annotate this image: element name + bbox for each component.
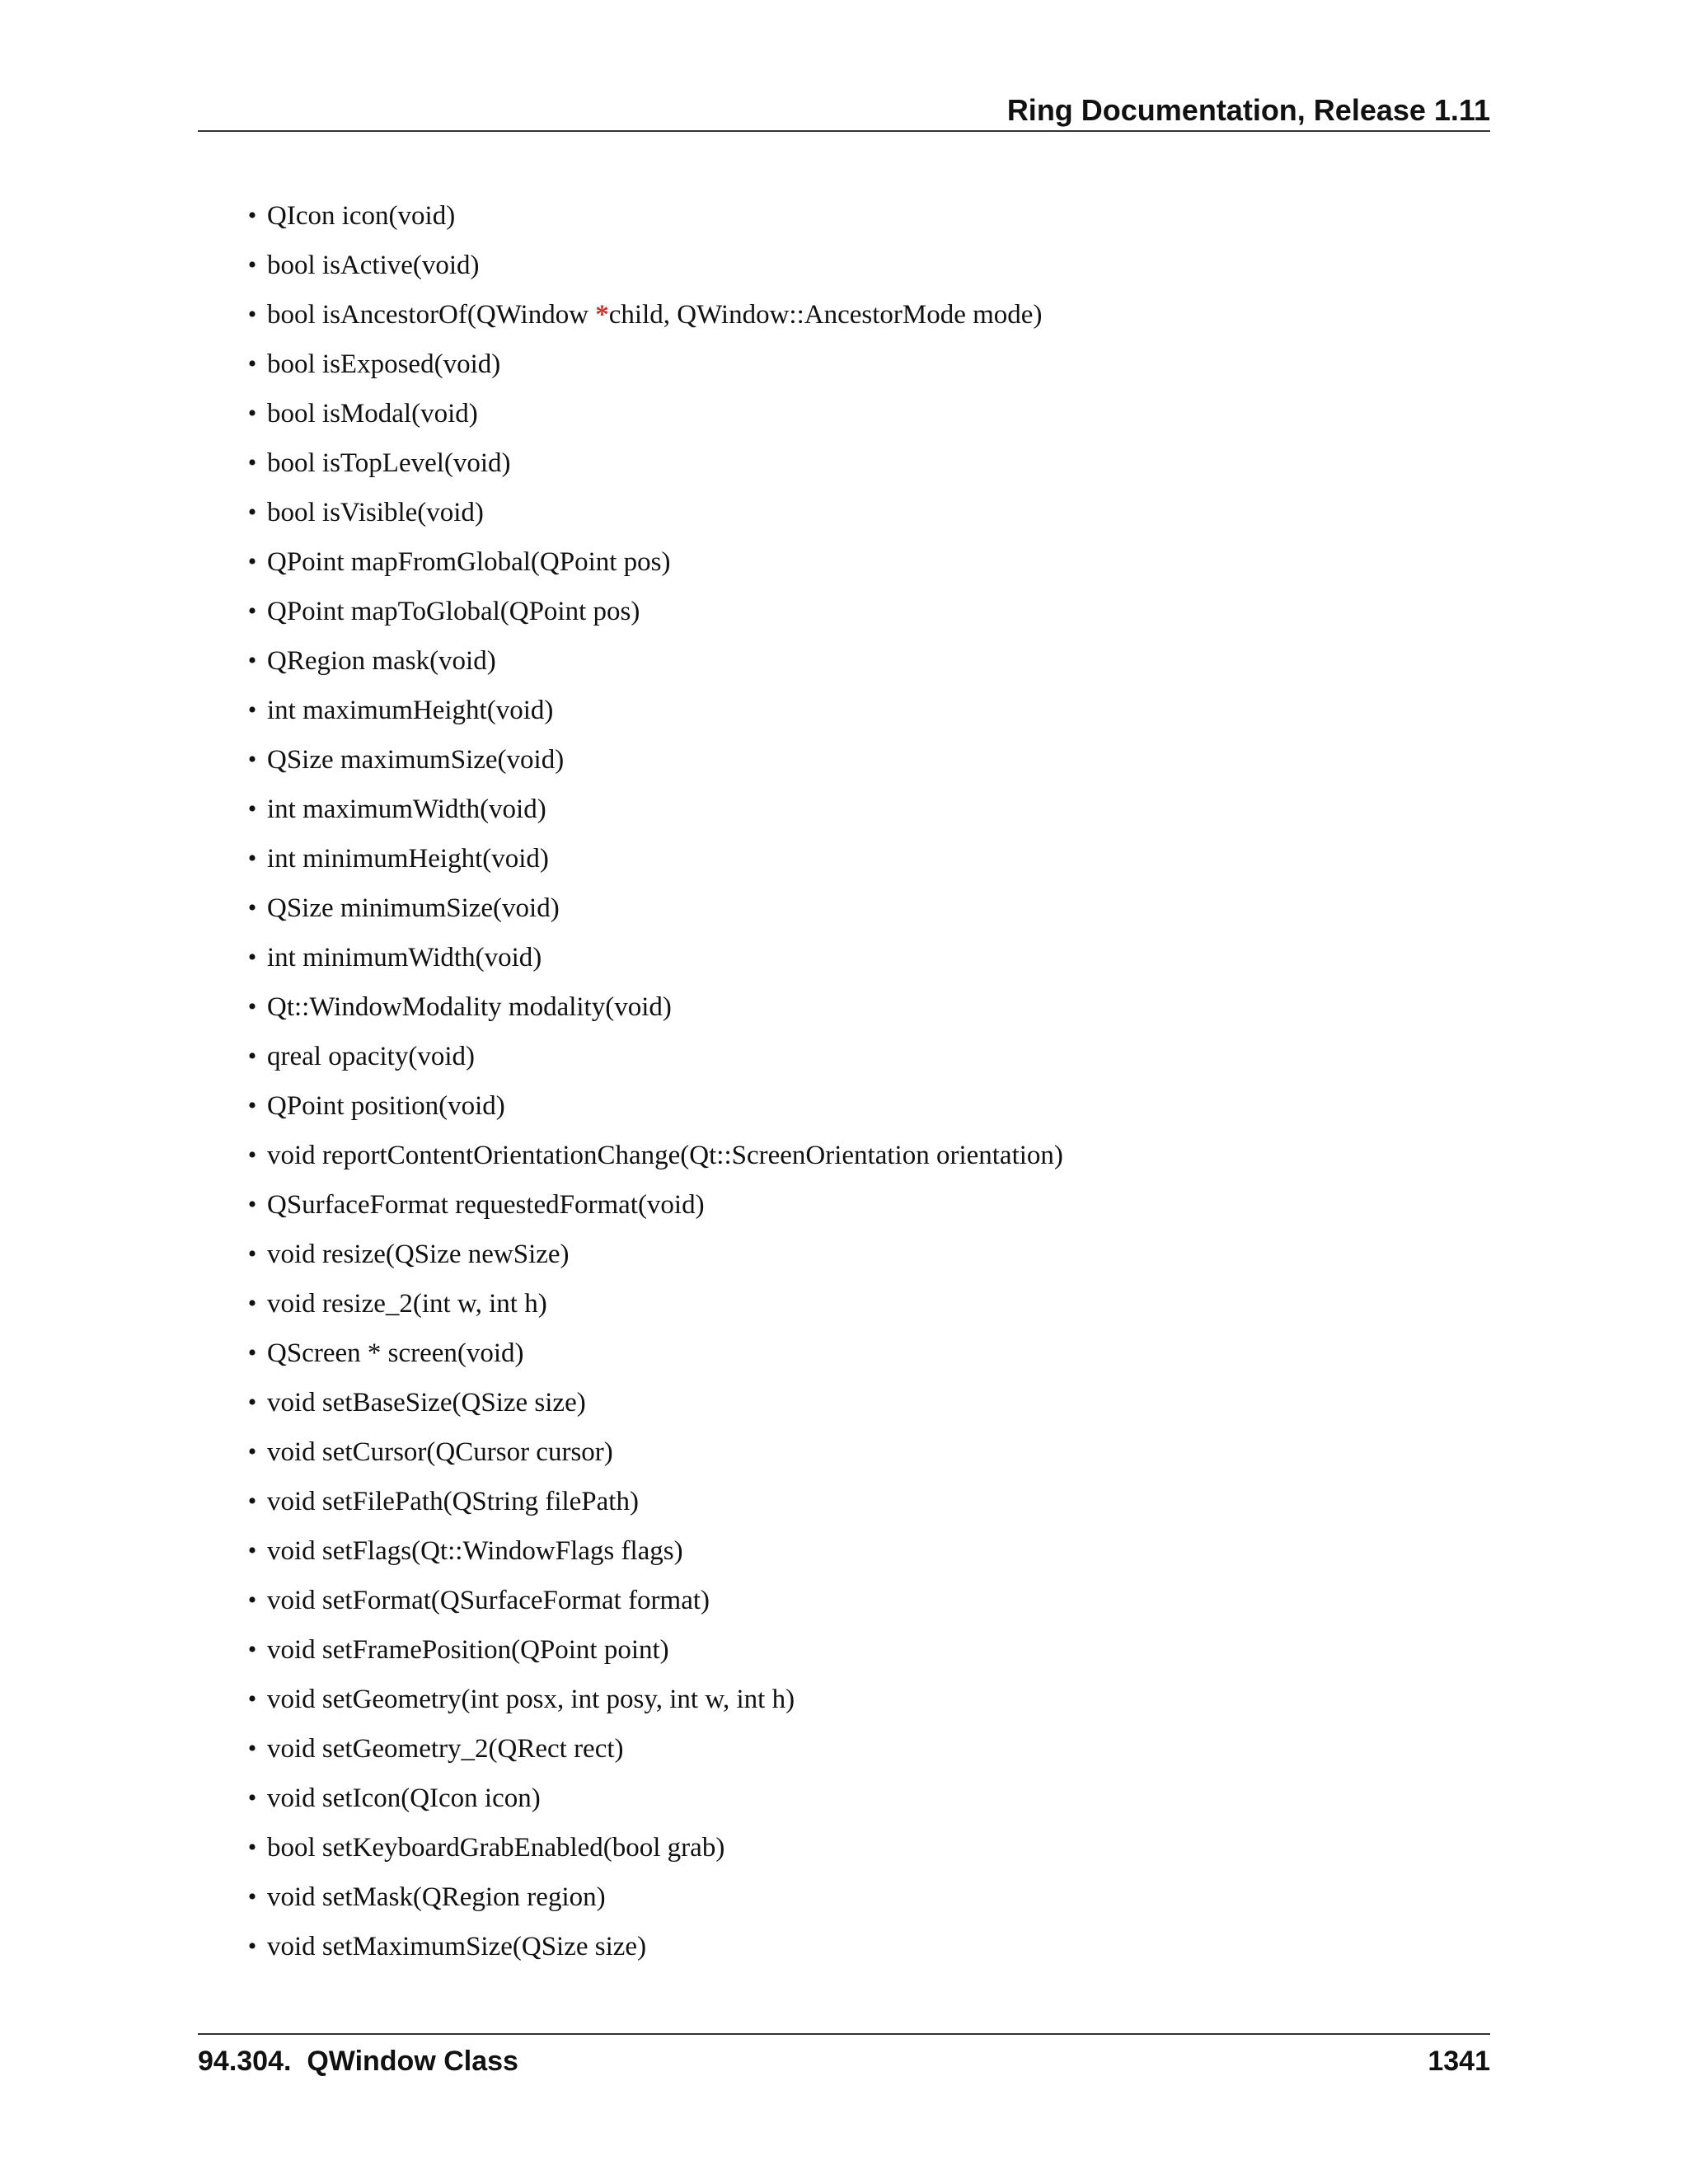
bullet-icon: •	[247, 1784, 257, 1811]
bullet-icon: •	[247, 548, 257, 575]
bullet-icon: •	[247, 350, 257, 377]
method-signature: bool setKeyboardGrabEnabled(bool grab)	[267, 1833, 725, 1863]
list-item	[198, 834, 1490, 883]
list-item	[198, 1675, 1490, 1724]
bullet-icon: •	[247, 1290, 257, 1317]
bullet-icon: •	[247, 1438, 257, 1465]
bullet-icon: •	[247, 1389, 257, 1416]
header-title: Ring Documentation, Release 1.11	[1006, 93, 1490, 127]
bullet-icon: •	[247, 1141, 257, 1169]
list-item	[198, 290, 1490, 340]
bullet-icon: •	[247, 1488, 257, 1515]
method-signature: QRegion mask(void)	[267, 646, 496, 676]
method-signature: int minimumWidth(void)	[267, 943, 542, 972]
list-item	[198, 982, 1490, 1032]
method-signature: void setMaximumSize(QSize size)	[267, 1932, 647, 1961]
list-item	[198, 587, 1490, 636]
method-signature: int minimumHeight(void)	[267, 844, 549, 874]
bullet-icon: •	[247, 696, 257, 724]
list-item	[198, 340, 1490, 389]
bullet-icon: •	[247, 1240, 257, 1268]
method-signature: void setFramePosition(QPoint point)	[267, 1635, 669, 1665]
bullet-icon: •	[247, 795, 257, 823]
method-signature: QScreen * screen(void)	[267, 1338, 524, 1368]
list-item	[198, 241, 1490, 290]
method-signature: bool isExposed(void)	[267, 349, 501, 379]
bullet-icon: •	[247, 993, 257, 1020]
list-item	[198, 735, 1490, 785]
list-item	[198, 636, 1490, 686]
list-item	[198, 1576, 1490, 1625]
method-signature: bool isTopLevel(void)	[267, 448, 511, 478]
bullet-icon: •	[247, 202, 257, 229]
method-list	[198, 191, 1490, 1971]
list-item	[198, 1774, 1490, 1823]
list-item	[198, 537, 1490, 587]
list-item	[198, 1180, 1490, 1230]
list-item	[198, 1131, 1490, 1180]
bullet-icon: •	[247, 1092, 257, 1119]
list-item	[198, 686, 1490, 735]
method-signature: QPoint mapToGlobal(QPoint pos)	[267, 597, 640, 626]
bullet-icon: •	[247, 1537, 257, 1564]
method-signature: bool isModal(void)	[267, 399, 478, 429]
bullet-icon: •	[247, 1043, 257, 1070]
bullet-icon: •	[247, 1883, 257, 1910]
bullet-icon: •	[247, 499, 257, 526]
method-signature: void setBaseSize(QSize size)	[267, 1388, 586, 1418]
method-signature: void setFilePath(QString filePath)	[267, 1487, 639, 1516]
bullet-icon: •	[247, 1339, 257, 1366]
list-item	[198, 389, 1490, 438]
method-signature: bool isVisible(void)	[267, 498, 484, 527]
method-signature: QSize maximumSize(void)	[267, 745, 565, 775]
bullet-icon: •	[247, 1191, 257, 1218]
list-item	[198, 1477, 1490, 1526]
list-item	[198, 1724, 1490, 1774]
method-signature: void resize(QSize newSize)	[267, 1240, 570, 1269]
method-signature: void setFlags(Qt::WindowFlags flags)	[267, 1536, 683, 1566]
list-item	[198, 933, 1490, 982]
bullet-icon: •	[247, 1933, 257, 1960]
footer-section-title: 94.304. QWindow Class	[198, 2046, 518, 2077]
list-item	[198, 1823, 1490, 1872]
list-item	[198, 488, 1490, 537]
list-item	[198, 1378, 1490, 1427]
list-item	[198, 1625, 1490, 1675]
bullet-icon: •	[247, 647, 257, 674]
page-footer	[198, 2033, 1490, 2079]
method-signature: Qt::WindowModality modality(void)	[267, 992, 672, 1022]
bullet-icon: •	[247, 944, 257, 971]
method-signature: QIcon icon(void)	[267, 201, 456, 231]
method-signature: void setGeometry_2(QRect rect)	[267, 1734, 624, 1764]
list-item	[198, 1279, 1490, 1329]
method-signature: void reportContentOrientationChange(Qt::ScreenOrientation orientation)	[267, 1141, 1063, 1170]
method-signature: void resize_2(int w, int h)	[267, 1289, 547, 1319]
list-item	[198, 883, 1490, 933]
method-signature: bool isAncestorOf(QWindow *child, QWindow::AncestorMode mode)	[267, 300, 1043, 330]
method-signature: void setFormat(QSurfaceFormat format)	[267, 1586, 710, 1615]
method-signature: int maximumHeight(void)	[267, 696, 554, 725]
bullet-icon: •	[247, 1685, 257, 1713]
method-signature: bool isActive(void)	[267, 251, 480, 280]
list-item	[198, 191, 1490, 241]
list-item	[198, 1032, 1490, 1081]
list-item	[198, 1526, 1490, 1576]
method-signature: QPoint mapFromGlobal(QPoint pos)	[267, 547, 671, 577]
method-signature: void setGeometry(int posx, int posy, int w, int h)	[267, 1685, 795, 1714]
bullet-icon: •	[247, 301, 257, 328]
method-signature: qreal opacity(void)	[267, 1042, 475, 1071]
bullet-icon: •	[247, 1586, 257, 1614]
list-item	[198, 1329, 1490, 1378]
bullet-icon: •	[247, 251, 257, 279]
list-item	[198, 785, 1490, 834]
list-item	[198, 1081, 1490, 1131]
footer-page-number: 1341	[1428, 2046, 1490, 2077]
bullet-icon: •	[247, 1735, 257, 1762]
list-item	[198, 438, 1490, 488]
method-signature: QPoint position(void)	[267, 1091, 505, 1121]
bullet-icon: •	[247, 1834, 257, 1861]
bullet-icon: •	[247, 1636, 257, 1663]
method-signature: QSize minimumSize(void)	[267, 893, 560, 923]
list-item	[198, 1427, 1490, 1477]
method-signature: void setCursor(QCursor cursor)	[267, 1437, 613, 1467]
list-item	[198, 1922, 1490, 1971]
bullet-icon: •	[247, 894, 257, 921]
page-header	[198, 91, 1490, 132]
bullet-icon: •	[247, 400, 257, 427]
method-signature: void setIcon(QIcon icon)	[267, 1783, 541, 1813]
bullet-icon: •	[247, 598, 257, 625]
method-signature: int maximumWidth(void)	[267, 794, 546, 824]
bullet-icon: •	[247, 449, 257, 476]
bullet-icon: •	[247, 746, 257, 773]
method-signature: QSurfaceFormat requestedFormat(void)	[267, 1190, 705, 1220]
bullet-icon: •	[247, 845, 257, 872]
list-item	[198, 1230, 1490, 1279]
list-item	[198, 1872, 1490, 1922]
method-signature: void setMask(QRegion region)	[267, 1882, 606, 1912]
